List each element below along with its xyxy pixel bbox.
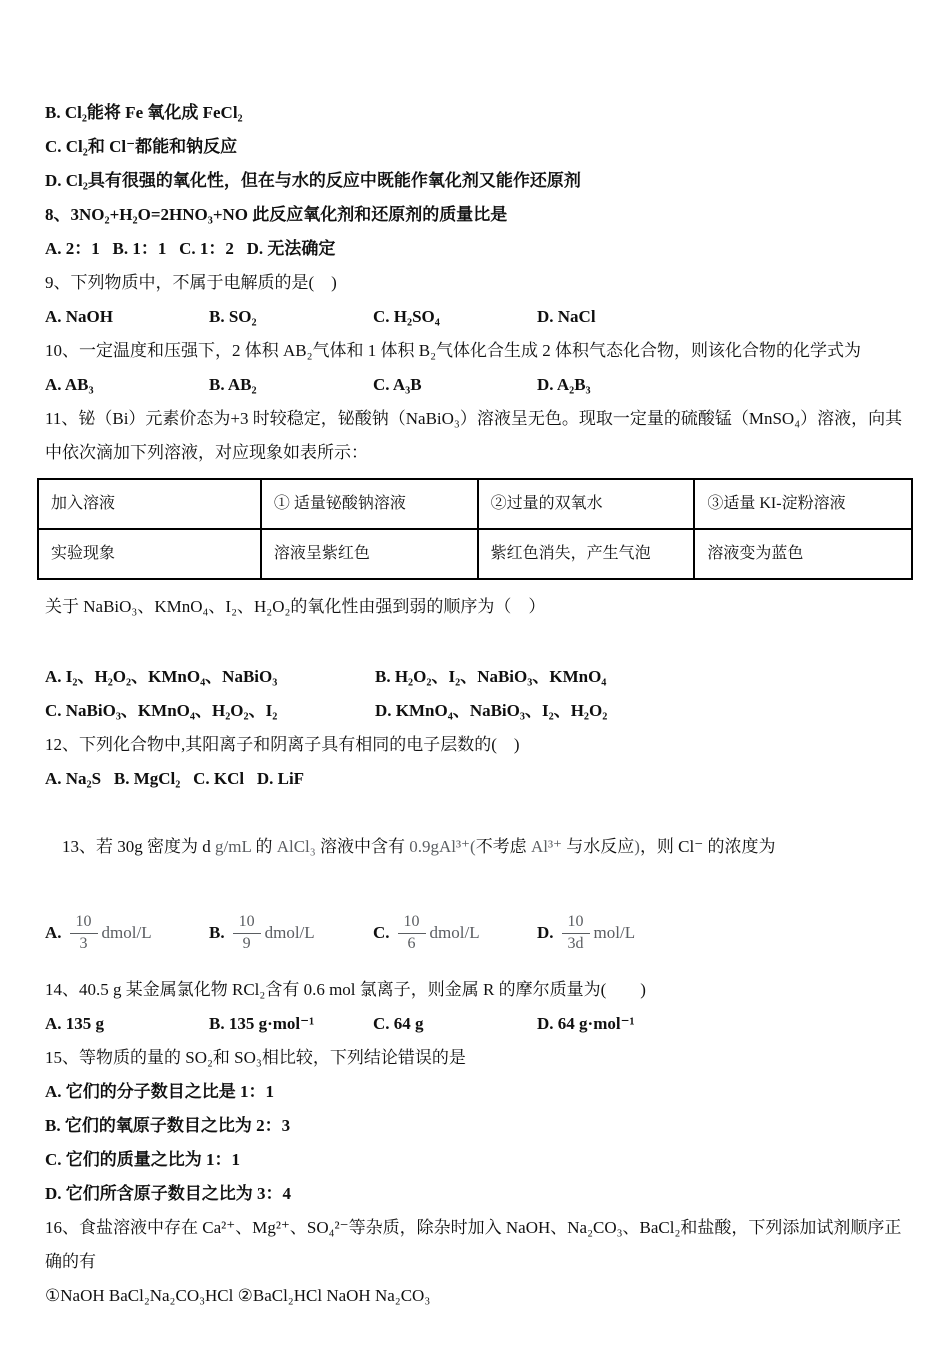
q13-option-b [209, 912, 373, 955]
table-row-added-solution [38, 479, 912, 529]
q10-option-a: A. AB₃ [45, 375, 94, 394]
q11-stem: 11、铋（Bi）元素价态为+3 时较稳定，铋酸钠（NaBiO₃）溶液呈无色。现取一定量的硫酸锰（MnSO₄）溶液，向其中依次滴加下列溶液，对应现象如表所示： [45, 409, 903, 462]
q8-options: A. 2：1 B. 1：1 C. 1：2 D. 无法确定 [45, 239, 336, 258]
q16-stem: 16、食盐溶液中存在 Ca²⁺、Mg²⁺、SO₄²⁻等杂质，除杂时加入 NaOH、Na₂CO₃、BaCl₂和盐酸，下列添加试剂顺序正确的有 [45, 1217, 902, 1271]
q13-stem-text: 不考虑 [475, 837, 531, 856]
fraction-numerator: 10 [70, 912, 98, 934]
q7-option-b: B. Cl₂能将 Fe 氧化成 FeCl₂ [45, 103, 243, 122]
q9-options [45, 300, 905, 334]
table-cell: ②过量的双氧水 [478, 479, 695, 529]
q9-option-d: D. NaCl [537, 307, 596, 326]
q15-option-c: C. 它们的质量之比为 1：1 [45, 1149, 241, 1169]
table-cell: 实验现象 [38, 529, 261, 579]
q15-option-a: A. 它们的分子数目之比是 1：1 [45, 1081, 275, 1101]
q11-option-c: C. NaBiO₃、KMnO₄、H₂O₂、I₂ [45, 701, 278, 720]
table-cell: ③适量 KI-淀粉溶液 [694, 479, 912, 529]
fraction-numerator: 10 [398, 912, 426, 934]
q13-stem-text: 的 [251, 837, 277, 856]
unit-label: dmol/L [101, 923, 152, 943]
q14-option-b: B. 135 g·mol⁻¹ [209, 1013, 315, 1033]
q13-math-density-unit: g/mL [215, 837, 252, 856]
q13-stem-text: 13、若 30g 密度为 d [62, 837, 215, 856]
q13-stem-text: ，则 Cl⁻ 的浓度为 [639, 837, 776, 856]
q8-stem: 8、3NO₂+H₂O=2HNO₃+NO 此反应氧化剂和还原剂的质量比是 [45, 205, 508, 224]
fraction-denominator: 3 [79, 934, 88, 952]
q13-stem [45, 796, 905, 898]
q13-option-c [373, 912, 537, 955]
q9-option-a: A. NaOH [45, 307, 113, 326]
q11-observation-table [37, 478, 913, 580]
q13-option-a [45, 912, 209, 955]
unit-label: dmol/L [264, 923, 315, 943]
q15-option-b: B. 它们的氧原子数目之比为 2：3 [45, 1115, 291, 1135]
q7-option-c: C. Cl₂和 Cl⁻都能和钠反应 [45, 137, 238, 156]
q13-math-paren: ) [634, 837, 640, 856]
q13-stem-text: 与水反应 [562, 837, 635, 856]
q11-sub-question: 关于 NaBiO₃、KMnO₄、I₂、H₂O₂的氧化性由强到弱的顺序为（ ） [45, 597, 546, 616]
q13-option-d [537, 912, 905, 955]
fraction-numerator: 10 [562, 912, 590, 934]
unit-label: dmol/L [429, 923, 480, 943]
table-cell: ① 适量铋酸钠溶液 [261, 479, 478, 529]
q14-stem: 14、40.5 g 某金属氯化物 RCl₂含有 0.6 mol 氯离子，则金属 R 的摩尔质量为( ) [45, 979, 646, 999]
q16-reagent-orders: ①NaOH BaCl₂Na₂CO₃HCl ②BaCl₂HCl NaOH Na₂CO₃ [45, 1285, 431, 1305]
fraction-denominator: 6 [407, 934, 416, 952]
q11-option-a: A. I₂、H₂O₂、KMnO₄、NaBiO₃ [45, 667, 278, 686]
table-cell: 溶液变为蓝色 [694, 529, 912, 579]
q9-stem: 9、下列物质中，不属于电解质的是( ) [45, 273, 337, 292]
fraction-numerator: 10 [233, 912, 261, 934]
q14-options [45, 1007, 905, 1041]
q10-stem: 10、一定温度和压强下，2 体积 AB₂气体和 1 体积 B₂气体化合生成 2 体积气态化合物，则该化合物的化学式为 [45, 341, 862, 360]
q13-options [45, 912, 905, 955]
q7-option-d: D. Cl₂具有很强的氧化性，但在与水的反应中既能作氧化剂又能作还原剂 [45, 171, 581, 190]
q11-option-d: D. KMnO₄、NaBiO₃、I₂、H₂O₂ [375, 701, 608, 720]
option-letter: D. [537, 923, 554, 943]
q13-math-alcl3: AlCl₃ [276, 837, 316, 856]
q9-option-c: C. H₂SO₄ [373, 307, 440, 326]
fraction-denominator: 9 [242, 934, 251, 952]
q15-option-d: D. 它们所含原子数目之比为 3：4 [45, 1183, 292, 1203]
table-row-phenomenon [38, 529, 912, 579]
q9-option-b: B. SO₂ [209, 307, 257, 326]
q10-option-d: D. A₂B₃ [537, 375, 591, 394]
q11-options-row2 [45, 694, 905, 728]
q12-options: A. Na₂S B. MgCl₂ C. KCl D. LiF [45, 769, 305, 788]
q12-stem: 12、下列化合物中,其阳离子和阴离子具有相同的电子层数的( ) [45, 735, 520, 754]
q14-option-a: A. 135 g [45, 1013, 105, 1033]
fraction-denominator: 3d [567, 934, 584, 952]
unit-label: mol/L [593, 923, 636, 943]
q10-option-b: B. AB₂ [209, 375, 257, 394]
fraction [70, 912, 98, 955]
q13-math-al3plus-mass: 0.9gAl³⁺( [409, 837, 476, 856]
option-letter: A. [45, 923, 62, 943]
table-cell: 溶液呈紫红色 [261, 529, 478, 579]
table-cell: 加入溶液 [38, 479, 261, 529]
option-letter: C. [373, 923, 390, 943]
fraction [398, 912, 426, 955]
option-letter: B. [209, 923, 225, 943]
q14-option-d: D. 64 g·mol⁻¹ [537, 1013, 635, 1033]
q15-stem: 15、等物质的量的 SO₂和 SO₃相比较，下列结论错误的是 [45, 1047, 466, 1067]
table-cell: 紫红色消失，产生气泡 [478, 529, 695, 579]
q13-stem-text: 溶液中含有 [315, 837, 410, 856]
q11-option-b: B. H₂O₂、I₂、NaBiO₃、KMnO₄ [375, 667, 607, 686]
q10-options [45, 368, 905, 402]
q10-option-c: C. A₃B [373, 375, 422, 394]
fraction [562, 912, 590, 955]
fraction [233, 912, 261, 955]
q11-options-row1 [45, 660, 905, 694]
q13-math-al3plus: Al³⁺ [530, 837, 563, 856]
q14-option-c: C. 64 g [373, 1013, 424, 1033]
